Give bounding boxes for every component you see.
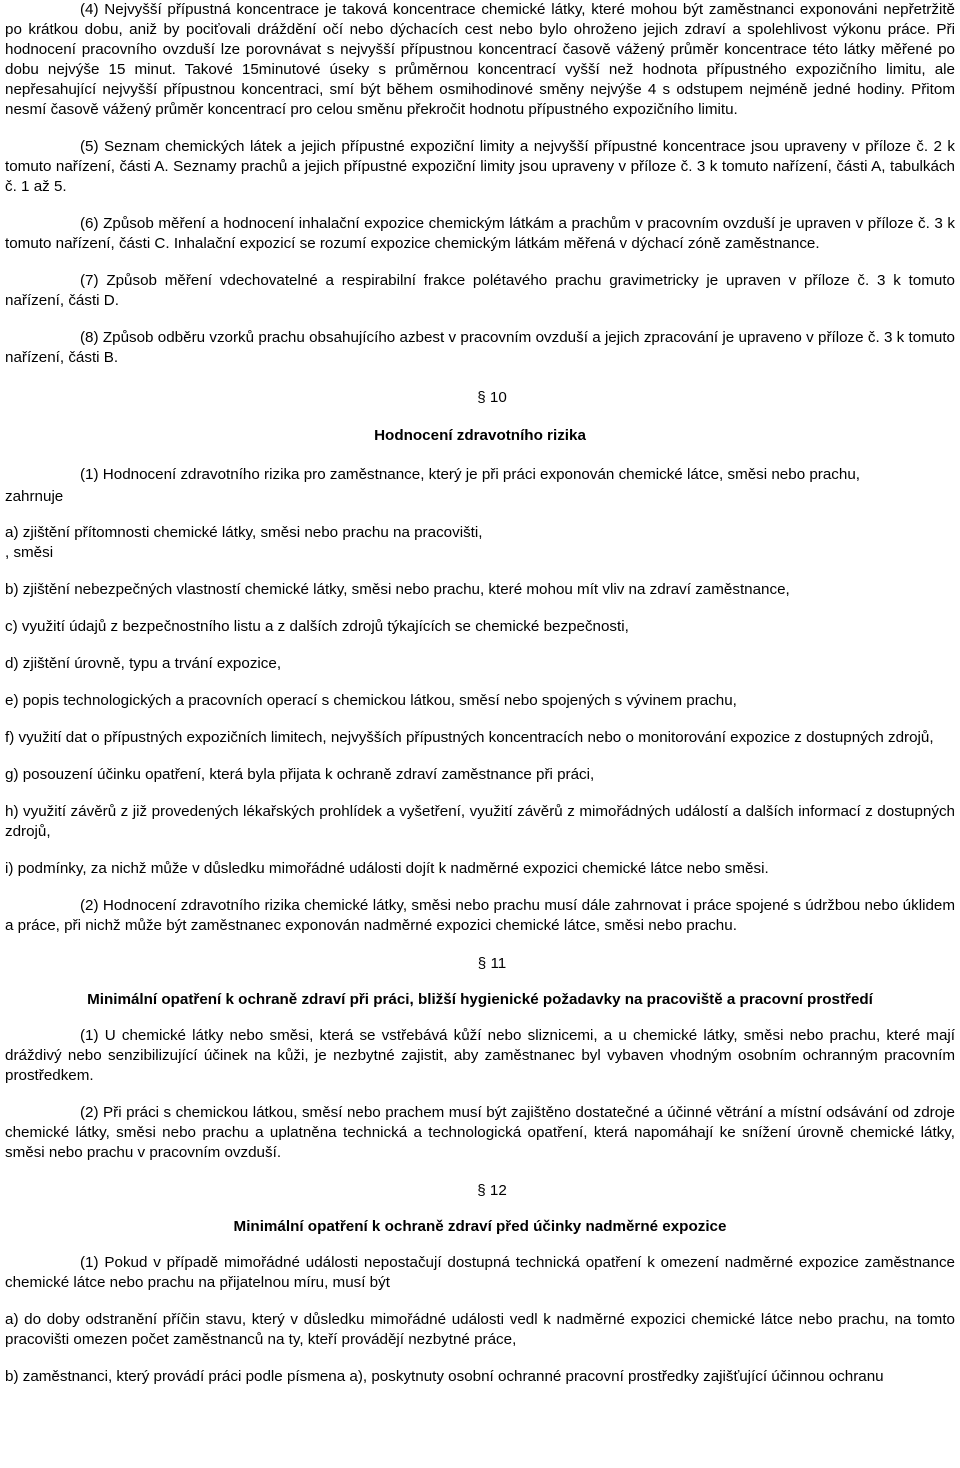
paragraph-4: (4) Nejvyšší přípustná koncentrace je taková koncentrace chemické látky, které mohou být zaměstnanci exponováni nepřetržitě po krátkou dobu, aniž by pociťovali dráždění očí nebo dýchacích cest nebo bylo ohroženo jejich zdraví a spolehlivost výkonu práce. Při hodnocení pracovního ovzduší lze porovnávat s nejvyšší přípustnou koncentrací časově vážený průměr koncentrace této látky měřené po dobu nejvýše 15 minut. Takové 15minutové úseky s průměrnou koncentrací vyšší než hodnota přípustného expozičního limitu, ale nepřesahující nejvyšší přípustnou koncentraci, smí být během osmihodinové směny nejvýše 4 s odstupem nejméně jedné hodiny. Přitom nesmí časově vážený průměr koncentrací pro celou směnu překročit hodnotu přípustného expozičního limitu.: [5, 1, 955, 118]
section12-item-b: b) zaměstnanci, který provádí práci podle písmena a), poskytnuty osobní ochranné pracovní prostředky zajišťující účinnou ochranu: [5, 1368, 884, 1385]
section12-paragraph-1: (1) Pokud v případě mimořádné události nepostačují dostupná technická opatření k omezení nadměrné expozice zaměstnance chemické látce nebo prachu na přijatelnou míru, musí být: [5, 1254, 955, 1291]
paragraph-5: (5) Seznam chemických látek a jejich přípustné expoziční limity a nejvyšší přípustné koncentrace jsou upraveny v příloze č. 2 k tomuto nařízení, části A. Seznamy prachů a jejich přípustné expoziční limity jsou upraveny v příloze č. 3 k tomuto nařízení, části A, tabulkách č. 1 až 5.: [5, 138, 955, 195]
paragraph-6: (6) Způsob měření a hodnocení inhalační expozice chemickým látkám a prachům v pracovním ovzduší je upraven v příloze č. 3 k tomuto nařízení, části C. Inhalační expozicí se rozumí expozice chemickým látkám měřená v dýchací zóně zaměstnance.: [5, 215, 955, 252]
section-heading-10: Hodnocení zdravotního rizika: [374, 427, 586, 444]
list-item-f: f) využití dat o přípustných expozičních limitech, nejvyšších přípustných koncentracích nebo o monitorování expozice z dostupných zdrojů,: [5, 729, 934, 746]
list-item-h: h) využití závěrů z již provedených lékařských prohlídek a vyšetření, využití závěrů z mimořádných událostí a dalších informací z dostupných zdrojů,: [5, 803, 955, 840]
section10-intro: (1) Hodnocení zdravotního rizika pro zaměstnance, který je při práci exponován chemické látce, směsi nebo prachu,: [80, 466, 861, 483]
paragraph-8: (8) Způsob odběru vzorků prachu obsahujícího azbest v pracovním ovzduší a jejich zpracování je upraveno v příloze č. 3 k tomuto nařízení, části B.: [5, 329, 955, 366]
section-number-12: § 12: [477, 1182, 507, 1199]
section10-intro-tail: zahrnuje: [5, 488, 64, 505]
section-heading-12: Minimální opatření k ochraně zdraví před účinky nadměrné expozice: [233, 1218, 727, 1235]
section11-paragraph-2: (2) Při práci s chemickou látkou, směsí nebo prachem musí být zajištěno dostatečné a účinné větrání a místní odsávání od zdroje chemické látky, směsi nebo prachu a uplatněna technická a technologická opatření, která napomáhají ke snížení úrovně chemické látky, směsi nebo prachu v pracovním ovzduší.: [5, 1104, 955, 1161]
section12-item-a: a) do doby odstranění příčin stavu, který v důsledku mimořádné události vedl k nadměrné expozici chemické látce nebo prachu, na tomto pracovišti omezen počet zaměstnanců na ty, kteří provádějí nezbytné práce,: [5, 1311, 955, 1348]
section-number-11: § 11: [477, 955, 507, 972]
section-heading-11: Minimální opatření k ochraně zdraví při práci, bližší hygienické požadavky na pracoviště a pracovní prostředí: [87, 991, 873, 1008]
list-item-g: g) posouzení účinku opatření, která byla přijata k ochraně zdraví zaměstnance při práci,: [5, 766, 595, 783]
paragraph-7: (7) Způsob měření vdechovatelné a respirabilní frakce polétavého prachu gravimetricky je upraven v příloze č. 3 k tomuto nařízení, části D.: [5, 272, 955, 309]
list-item-i: i) podmínky, za nichž může v důsledku mimořádné události dojít k nadměrné expozici chemické látce nebo směsi.: [5, 860, 769, 877]
list-item-b: b) zjištění nebezpečných vlastností chemické látky, směsi nebo prachu, které mohou mít vliv na zdraví zaměstnance,: [5, 581, 790, 598]
section10-paragraph-2: (2) Hodnocení zdravotního rizika chemické látky, směsi nebo prachu musí dále zahrnovat i práce spojené s údržbou nebo úklidem a práce, při nichž může být zaměstnanec exponován nadměrné expozici chemické látce, směsi nebo prachu.: [5, 897, 955, 934]
section-number-10: § 10: [477, 389, 507, 406]
document-page: [5, 0, 955, 1387]
section11-paragraph-1: (1) U chemické látky nebo směsi, která se vstřebává kůží nebo sliznicemi, a u chemické látky, směsi nebo prachu, které mají dráždivý nebo senzibilizující účinek na kůži, je nezbytné zajistit, aby zaměstnanec byl vybaven vhodným osobním ochranným pracovním prostředkem.: [5, 1027, 955, 1084]
list-item-d: d) zjištění úrovně, typu a trvání expozice,: [5, 655, 282, 672]
list-item-e: e) popis technologických a pracovních operací s chemickou látkou, směsí nebo spojených s vývinem prachu,: [5, 692, 737, 709]
list-item-c: c) využití údajů z bezpečnostního listu a z dalších zdrojů týkajících se chemické bezpečnosti,: [5, 618, 629, 635]
list-item-a: a) zjištění přítomnosti chemické látky, směsi nebo prachu na pracovišti,: [5, 524, 483, 541]
list-item-a-tail: , směsi: [5, 544, 54, 561]
